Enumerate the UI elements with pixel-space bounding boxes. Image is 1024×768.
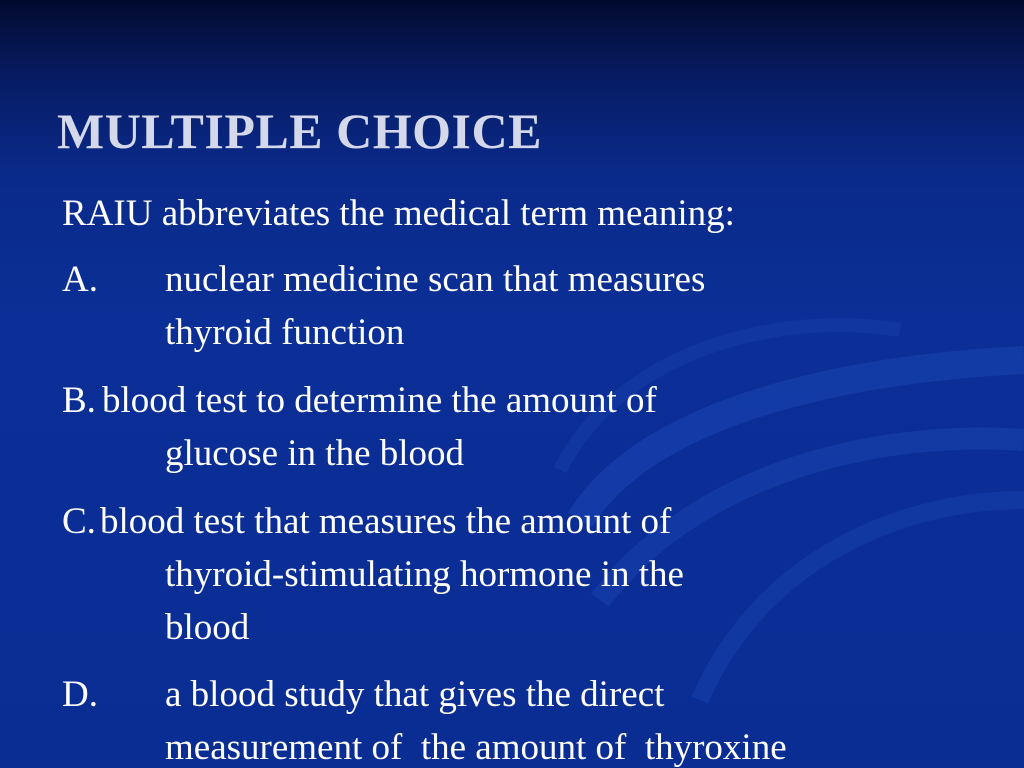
- option-a-line-1: nuclear medicine scan that measures: [165, 259, 706, 300]
- option-b: [62, 374, 962, 480]
- option-b-line-2: glucose in the blood: [165, 433, 465, 474]
- option-c-line-3: blood: [165, 607, 250, 648]
- question-text: RAIU abbreviates the medical term meaning:: [62, 193, 735, 234]
- option-c: [62, 495, 962, 654]
- slide-title: MULTIPLE CHOICE: [57, 103, 542, 159]
- option-c-letter: C.: [62, 501, 96, 542]
- option-d-letter: D.: [62, 674, 98, 715]
- option-d-line-1: a blood study that gives the direct: [165, 674, 665, 715]
- option-c-line-2: thyroid-stimulating hormone in the: [165, 554, 684, 595]
- option-a: [62, 253, 962, 359]
- option-b-line-1: blood test to determine the amount of: [102, 380, 657, 421]
- option-a-letter: A.: [62, 259, 98, 300]
- option-c-line-1: blood test that measures the amount of: [100, 501, 672, 542]
- option-d: [62, 668, 962, 768]
- option-a-line-2: thyroid function: [165, 312, 405, 353]
- option-b-letter: B.: [62, 380, 96, 421]
- option-d-line-2: measurement of the amount of thyroxine: [165, 727, 787, 768]
